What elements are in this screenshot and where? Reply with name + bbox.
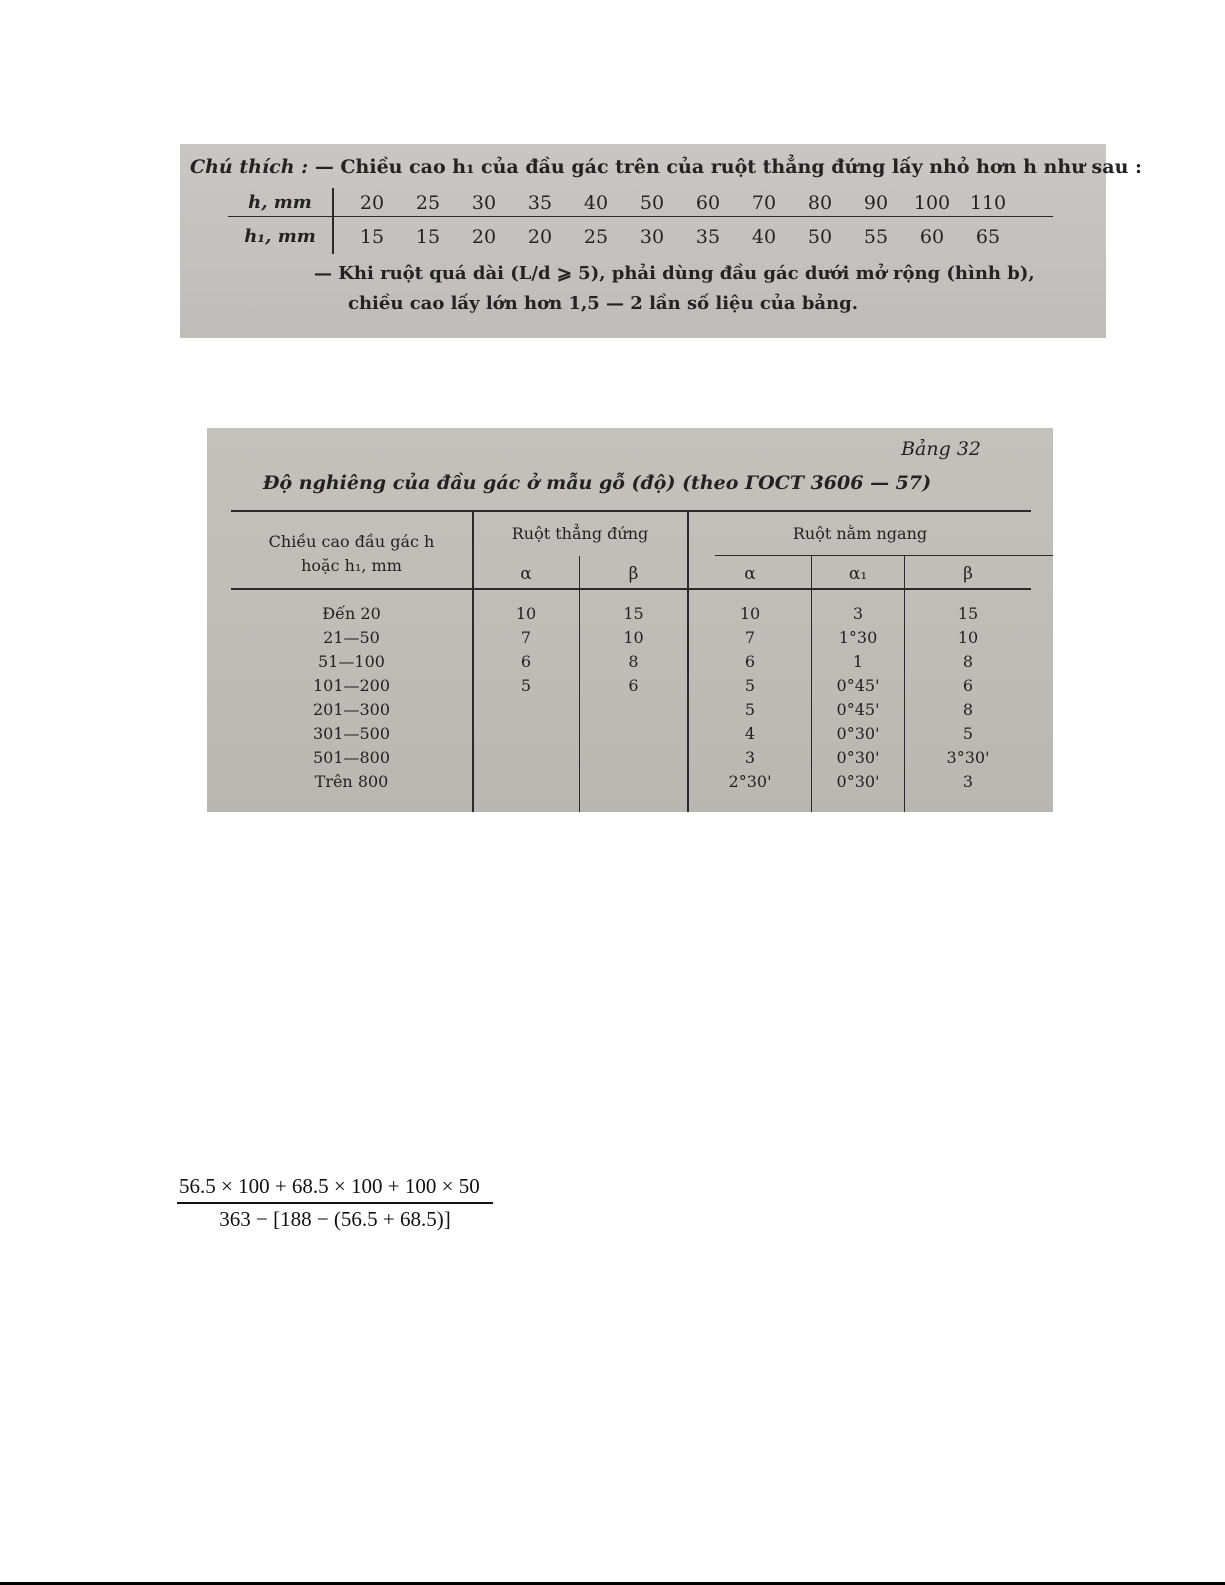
table-cell: 6 <box>744 652 756 671</box>
sub-note-line-1: — Khi ruột quá dài (L/d ⩾ 5), phải dùng đầu gác dưới mở rộng (hình b), <box>314 263 1035 284</box>
table-cell: 5 <box>520 676 532 695</box>
table-cell: 3 <box>852 604 864 623</box>
table-row-h1 <box>228 222 1060 256</box>
table-cell: 110 <box>969 192 1007 214</box>
sub-note <box>314 259 1035 319</box>
table-cell: 0°30' <box>836 724 880 743</box>
table-cell: 15 <box>957 604 979 623</box>
table-cell: 15 <box>623 604 644 623</box>
table-cell: 20 <box>359 192 385 214</box>
table-cell <box>580 722 687 746</box>
table-cell: 0°30' <box>836 772 880 791</box>
table-cell <box>473 698 579 722</box>
table-cell: 40 <box>583 192 609 214</box>
table-cell: 3 <box>744 748 756 767</box>
table-cell: 0°30' <box>836 748 880 767</box>
table-cell: 60 <box>919 226 945 248</box>
table-cell <box>580 698 687 722</box>
table-cell: 1 <box>852 652 864 671</box>
table-cell <box>580 746 687 770</box>
table-cell: 4 <box>744 724 756 743</box>
table-cell: 6 <box>962 676 974 695</box>
sub-header-beta-vertical: β <box>628 564 639 584</box>
table-top-rule <box>231 510 1031 512</box>
table-cell: 1°30 <box>838 628 878 647</box>
table-row-h <box>228 188 1060 222</box>
table-cell: 10 <box>515 604 537 623</box>
table-cell: 5 <box>962 724 974 743</box>
table-cell <box>473 746 579 770</box>
table-cell: 30 <box>471 192 497 214</box>
table-title: Độ nghiêng của đầu gác ở mẫu gỗ (độ) (theo ГОСТ 3606 — 57) <box>262 472 932 494</box>
table-cell: 50 <box>807 226 833 248</box>
table-cell: 65 <box>975 226 1001 248</box>
table-cell: 51—100 <box>318 652 385 671</box>
row-label-h: h, mm <box>248 192 312 213</box>
table-cell: 8 <box>962 700 974 719</box>
fraction-formula <box>177 1174 493 1232</box>
col-height-header <box>231 530 472 578</box>
table-cell: 0°45' <box>836 700 880 719</box>
table-cell: 501—800 <box>312 748 391 767</box>
table-cell: 100 <box>913 192 951 214</box>
table-cell: 35 <box>527 192 553 214</box>
table-cell: 25 <box>415 192 441 214</box>
sub-header-alpha-horizontal: α <box>744 564 756 584</box>
sub-header-alpha-vertical: α <box>520 564 532 584</box>
table-cell: 6 <box>628 676 639 695</box>
table-cell: 20 <box>471 226 497 248</box>
formula-numerator: 56.5 × 100 + 68.5 × 100 + 100 × 50 <box>179 1174 480 1198</box>
group-horizontal-header: Ruột nằm ngang <box>792 524 928 543</box>
table-cell: 10 <box>623 628 644 647</box>
table-cell: 6 <box>520 652 532 671</box>
table-cell: 20 <box>527 226 553 248</box>
table-cell: 201—300 <box>312 700 391 719</box>
sub-header-beta-horizontal: β <box>963 564 973 584</box>
table-cell <box>473 722 579 746</box>
table-cell: 80 <box>807 192 833 214</box>
table-cell: 15 <box>415 226 441 248</box>
sub-header-alpha1-horizontal: α₁ <box>848 564 868 584</box>
formula-denominator: 363 − [188 − (56.5 + 68.5)] <box>219 1206 451 1231</box>
table-cell: 8 <box>628 652 639 671</box>
table-cell: 55 <box>863 226 889 248</box>
table-number: Bảng 32 <box>901 438 981 460</box>
group-vertical-header: Ruột thẳng đứng <box>511 524 649 543</box>
table32 <box>231 510 1037 812</box>
table-cell: 21—50 <box>323 628 380 647</box>
table-cell: 7 <box>520 628 532 647</box>
h-h1-table <box>228 188 1060 256</box>
table-cell: 25 <box>583 226 609 248</box>
table-cell: 5 <box>744 700 756 719</box>
table-cell: 101—200 <box>312 676 391 695</box>
table-cell: 35 <box>695 226 721 248</box>
table-cell: 3°30' <box>946 748 990 767</box>
table-cell: 7 <box>744 628 756 647</box>
table-cell <box>580 770 687 794</box>
table-cell: 30 <box>639 226 665 248</box>
col-height-header-line1: Chiều cao đầu gác h <box>268 532 435 551</box>
row-label-h1: h₁, mm <box>244 226 316 247</box>
table-cell <box>473 770 579 794</box>
table-cell: 60 <box>695 192 721 214</box>
table-cell: 0°45' <box>836 676 880 695</box>
table-cell: 5 <box>744 676 756 695</box>
table-cell: 10 <box>957 628 979 647</box>
table-cell: 301—500 <box>312 724 391 743</box>
header-bottom-rule <box>231 588 1031 590</box>
note-text: — Chiều cao h₁ của đầu gác trên của ruột thẳng đứng lấy nhỏ hơn h như sau : <box>314 156 1143 178</box>
note-label: Chú thích : <box>190 156 309 178</box>
row-values-h <box>344 192 1016 214</box>
table-cell: Trên 800 <box>314 772 389 791</box>
table-cell: 50 <box>639 192 665 214</box>
table-cell: 3 <box>962 772 974 791</box>
horizontal-group-rule <box>715 555 1053 556</box>
table-cell: 2°30' <box>728 772 772 791</box>
table-cell: Đến 20 <box>322 604 381 623</box>
table-cell: 8 <box>962 652 974 671</box>
note-scan-image <box>180 144 1143 338</box>
sub-note-line-2: chiều cao lấy lớn hơn 1,5 — 2 lần số liệu của bảng. <box>348 293 859 314</box>
note-heading <box>190 156 1142 178</box>
table-cell: 15 <box>359 226 385 248</box>
row-values-h1 <box>344 226 1016 248</box>
table32-scan-image <box>207 428 1053 812</box>
table-cell: 70 <box>751 192 777 214</box>
table-cell: 90 <box>863 192 889 214</box>
table-cell: 40 <box>751 226 777 248</box>
col-height-header-line2: hoặc h₁, mm <box>301 556 402 575</box>
table-cell: 10 <box>739 604 761 623</box>
